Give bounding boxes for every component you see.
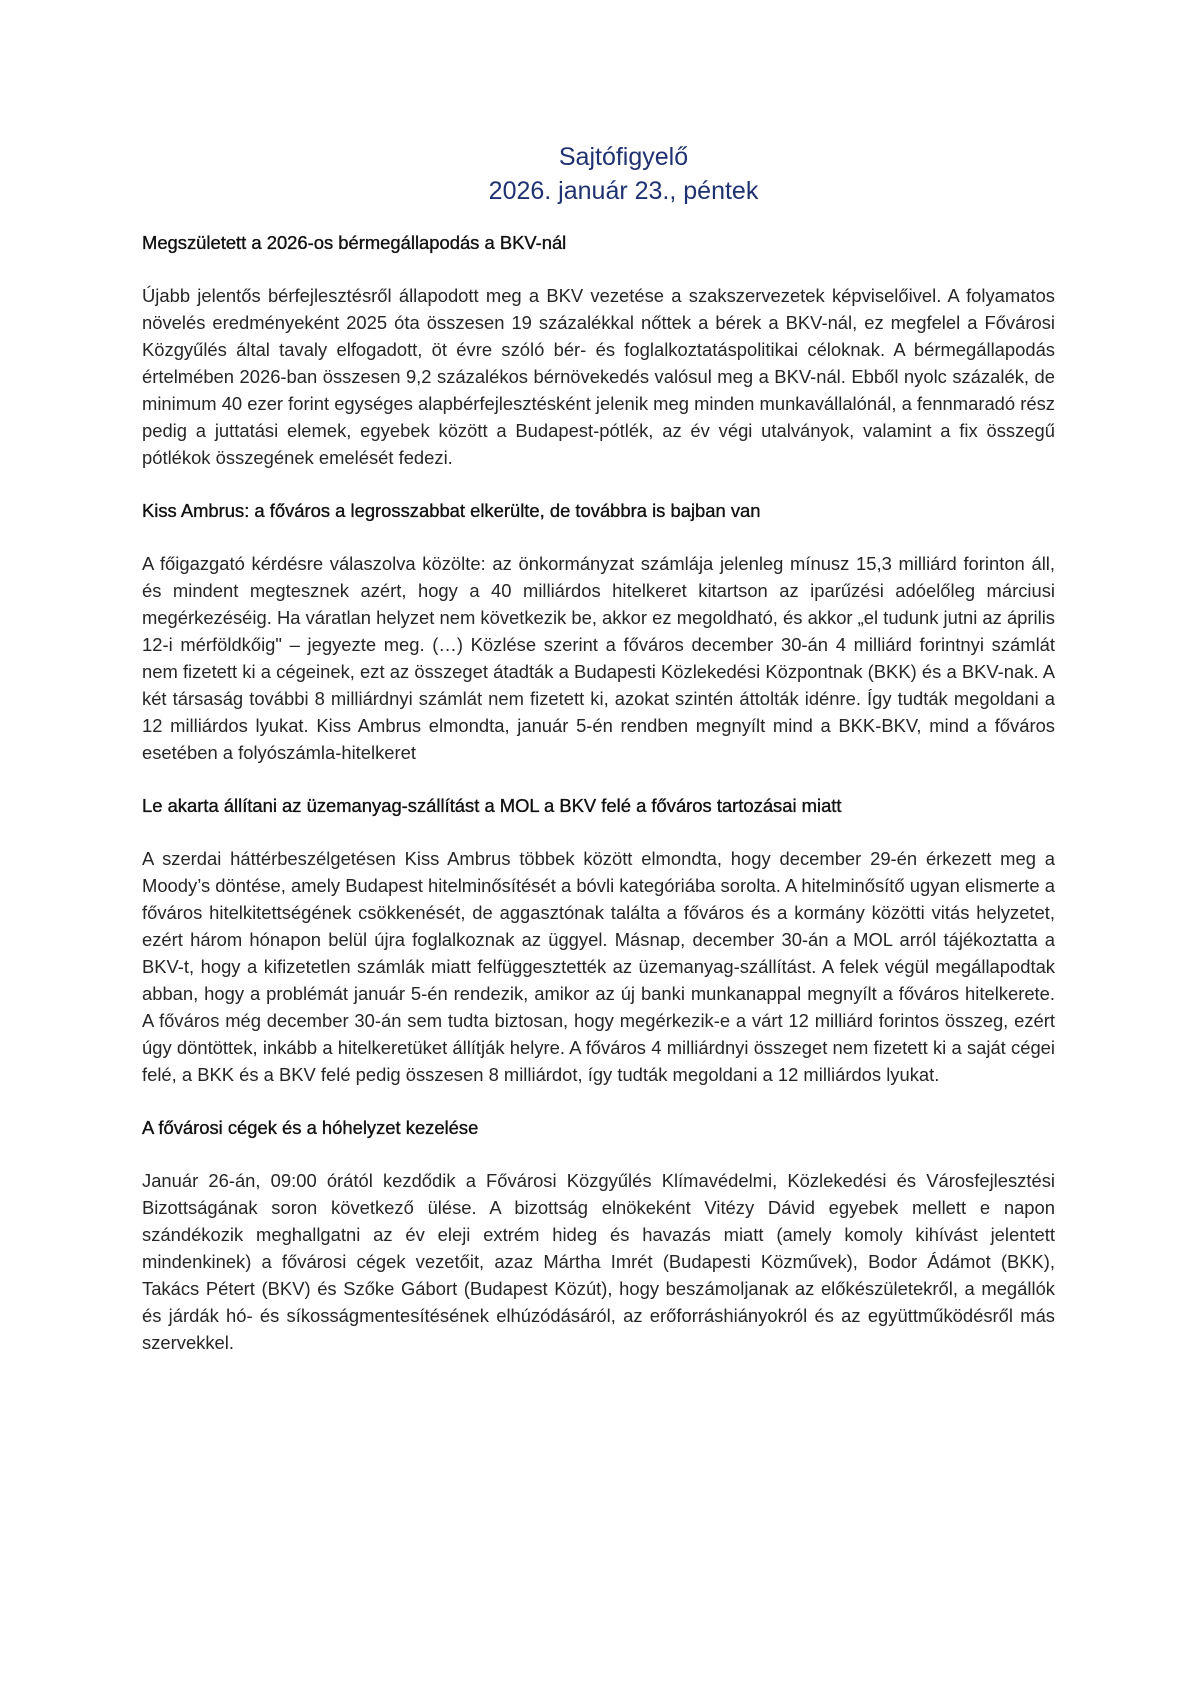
article-body: A szerdai háttérbeszélgetésen Kiss Ambrus többek között elmondta, hogy december 29-én érkezett meg a Moody’s döntése, amely Budapest hitelminősítését a bóvli kategóriába sorolta. A hitelminősítő ugyan elismerte a főváros hitelkitettségének csökkenését, de aggasztónak találta a főváros és a kormány közötti vitás helyzetet, ezért három hónapon belül újra foglalkoznak az üggyel. Másnap, december 30-án a MOL arról tájékoztatta a BKV-t, hogy a kifizetetlen számlák miatt felfüggesztették az üzemanyag-szállítást. A felek végül megállapodtak abban, hogy a problémát január 5-én rendezik, amikor az új banki munkanappal megnyílt a főváros hitelkerete. A főváros még december 30-án sem tudta biztosan, hogy megérkezik-e a várt 12 milliárd forintos összeg, ezért úgy döntöttek, inkább a hitelkeretüket állítják helyre. A főváros 4 milliárdnyi összeget nem fizetett ki a saját cégei felé, a BKK és a BKV felé pedig összesen 8 milliárdot, így tudták megoldani a 12 milliárdos lyukat. [142, 848, 1055, 1085]
article-1 [142, 230, 1055, 471]
article-body: Újabb jelentős bérfejlesztésről állapodott meg a BKV vezetése a szakszervezetek képviselőivel. A folyamatos növelés eredményeként 2025 óta összesen 19 százalékkal nőttek a bérek a BKV-nál, ez megfelel a Fővárosi Közgyűlés által tavaly elfogadott, öt évre szóló bér- és foglalkoztatáspolitikai céloknak. A bérmegállapodás értelmében 2026-ban összesen 9,2 százalékos bérnövekedés valósul meg a BKV-nál. Ebből nyolc százalék, de minimum 40 ezer forint egységes alapbérfejlesztésként jelenik meg minden munkavállalónál, a fennmaradó rész pedig a juttatási elemek, egyebek között a Budapest-pótlék, az év végi utalványok, valamint a fix összegű pótlékok összegének emelését fedezi. [142, 285, 1055, 468]
article-title: Megszületett a 2026-os bérmegállapodás a BKV-nál [142, 232, 567, 253]
document-header [142, 140, 1055, 208]
article-body: Január 26-án, 09:00 órától kezdődik a Fővárosi Közgyűlés Klímavédelmi, Közlekedési és Városfejlesztési Bizottságának soron következő ülése. A bizottság elnökeként Vitézy Dávid egyebek mellett e napon szándékozik meghallgatni az év eleji extrém hideg és havazás miatt (amely komoly kihívást jelentett mindenkinek) a fővárosi cégek vezetőit, azaz Mártha Imrét (Budapesti Közművek), Bodor Ádámot (BKK), Takács Pétert (BKV) és Szőke Gábort (Budapest Közút), hogy beszámoljanak az előkészületekről, a megállók és járdák hó- és síkosságmentesítésének elhúzódásáról, az erőforráshiányokról és az együttműködésről más szervekkel. [142, 1170, 1055, 1353]
article-title: A fővárosi cégek és a hóhelyzet kezelése [142, 1117, 479, 1138]
article-2 [142, 498, 1055, 766]
article-title: Le akarta állítani az üzemanyag-szállítást a MOL a BKV felé a főváros tartozásai miatt [142, 795, 842, 816]
document-page [142, 140, 1055, 1356]
article-body: A főigazgató kérdésre válaszolva közölte: az önkormányzat számlája jelenleg mínusz 15,3 milliárd forinton áll, és mindent megtesznek azért, hogy a 40 milliárdos hitelkeret kitartson az iparűzési adóelőleg márciusi megérkezéséig. Ha váratlan helyzet nem következik be, akkor ez megoldható, és akkor „el tudunk jutni az április 12-i mérföldkőig" – jegyezte meg. (…) Közlése szerint a főváros december 30-án 4 milliárd forintnyi számlát nem fizetett ki a cégeinek, ezt az összeget átadták a Budapesti Közlekedési Központnak (BKK) és a BKV-nak. A két társaság további 8 milliárdnyi számlát nem fizetett ki, azokat szintén áttolták idénre. Így tudták megoldani a 12 milliárdos lyukat. Kiss Ambrus elmondta, január 5-én rendben megnyílt mind a BKK-BKV, mind a főváros esetében a folyószámla-hitelkeret [142, 553, 1055, 763]
article-title: Kiss Ambrus: a főváros a legrosszabbat elkerülte, de továbbra is bajban van [142, 500, 761, 521]
article-3 [142, 793, 1055, 1088]
document-date: 2026. január 23., péntek [488, 177, 759, 205]
article-4 [142, 1115, 1055, 1356]
document-title: Sajtófigyelő [558, 143, 689, 171]
